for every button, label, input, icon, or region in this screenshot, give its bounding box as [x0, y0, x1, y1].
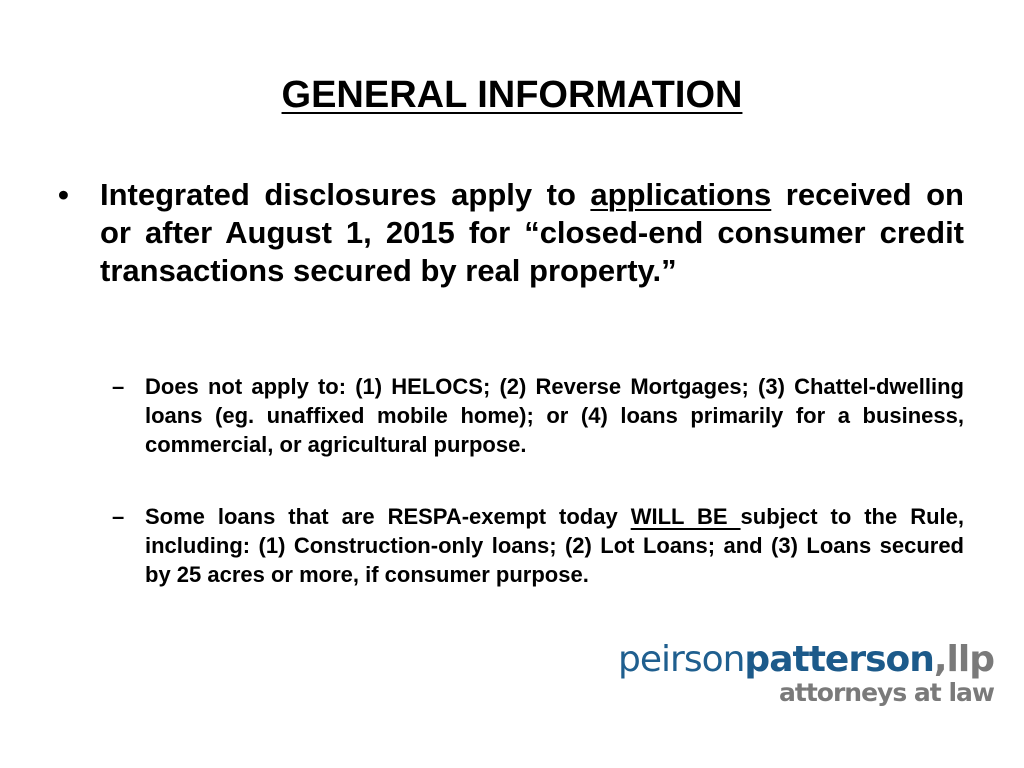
- sub-bullet-exclusions: [112, 372, 964, 459]
- logo-part-patterson: patterson: [744, 639, 934, 680]
- main-bullet-text-end: received on or after August 1, 2015 for “closed-end consumer credit transactions secured by real property.”: [100, 177, 964, 288]
- sub-bullet-text-end: subject to the Rule, including: (1) Construction-only loans; (2) Lot Loans; and (3) Loans secured by 25 acres or more, if consumer purpose.: [145, 504, 964, 587]
- sub-bullet-underlined: WILL BE: [630, 504, 741, 529]
- logo-part-llp: ,llp: [933, 639, 994, 680]
- logo-tagline: attorneys at law: [779, 678, 994, 707]
- firm-logo: [618, 640, 994, 706]
- sub-bullet-respa-exempt-text: [145, 502, 964, 589]
- main-bullet: [58, 176, 964, 290]
- main-bullet-underlined: applications: [590, 177, 772, 212]
- bullet-marker: •: [58, 177, 69, 212]
- sub-bullet-exclusions-text: Does not apply to: (1) HELOCS; (2) Reverse Mortgages; (3) Chattel-dwelling loans (eg. unaffixed mobile home); or (4) loans primarily for a business, commercial, or agricultural purpose.: [145, 374, 964, 457]
- sub-bullet-text-start: Some loans that are RESPA-exempt today: [145, 504, 631, 529]
- slide-title: [0, 72, 1024, 118]
- logo-part-peirson: peirson: [618, 639, 745, 680]
- main-bullet-text: [100, 176, 964, 290]
- sub-bullet-marker: –: [112, 504, 125, 529]
- logo-wordmark: [618, 640, 994, 680]
- slide-title-text: GENERAL INFORMATION: [281, 74, 743, 116]
- main-bullet-text-start: Integrated disclosures apply to: [100, 177, 591, 212]
- sub-bullet-respa-exempt: [112, 502, 964, 589]
- sub-bullet-marker: –: [112, 374, 125, 399]
